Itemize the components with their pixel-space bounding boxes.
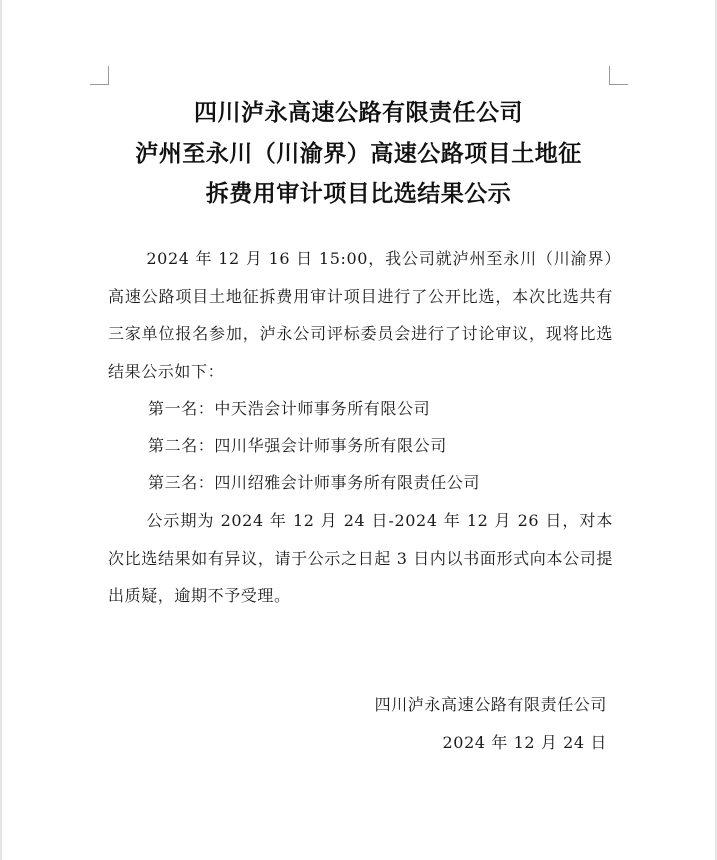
notice-period-paragraph: 公示期为 2024 年 12 月 24 日-2024 年 12 月 26 日，对本次比选结果如有异议，请于公示之日起 3 日内以书面形式向本公司提出质疑，逾期不予受理。 [108, 511, 613, 605]
crop-mark-top-right [609, 66, 628, 85]
page-left-edge [0, 0, 2, 860]
ranking-third: 第三名：四川绍雅会计师事务所有限责任公司 [148, 473, 481, 492]
title-line-1: 四川泸永高速公路有限责任公司 [194, 100, 523, 126]
ranking-second: 第二名：四川华强会计师事务所有限公司 [148, 436, 447, 455]
title-line-2: 泸州至永川（川渝界）高速公路项目土地征 [135, 141, 582, 167]
title-line-3: 拆费用审计项目比选结果公示 [205, 181, 512, 207]
ranking-first: 第一名：中天浩会计师事务所有限公司 [148, 399, 431, 418]
crop-mark-top-left [90, 66, 109, 85]
intro-paragraph: 2024 年 12 月 16 日 15:00，我公司就泸州至永川（川渝界）高速公路项目土地征拆费用审计项目进行了公开比选，本次比选共有三家单位报名参加，泸永公司评标委员会进行了讨论审议，现将比选结果公示如下： [108, 249, 613, 381]
signature-date: 2024 年 12 月 24 日 [442, 733, 607, 752]
signature-company: 四川泸永高速公路有限责任公司 [374, 695, 607, 714]
